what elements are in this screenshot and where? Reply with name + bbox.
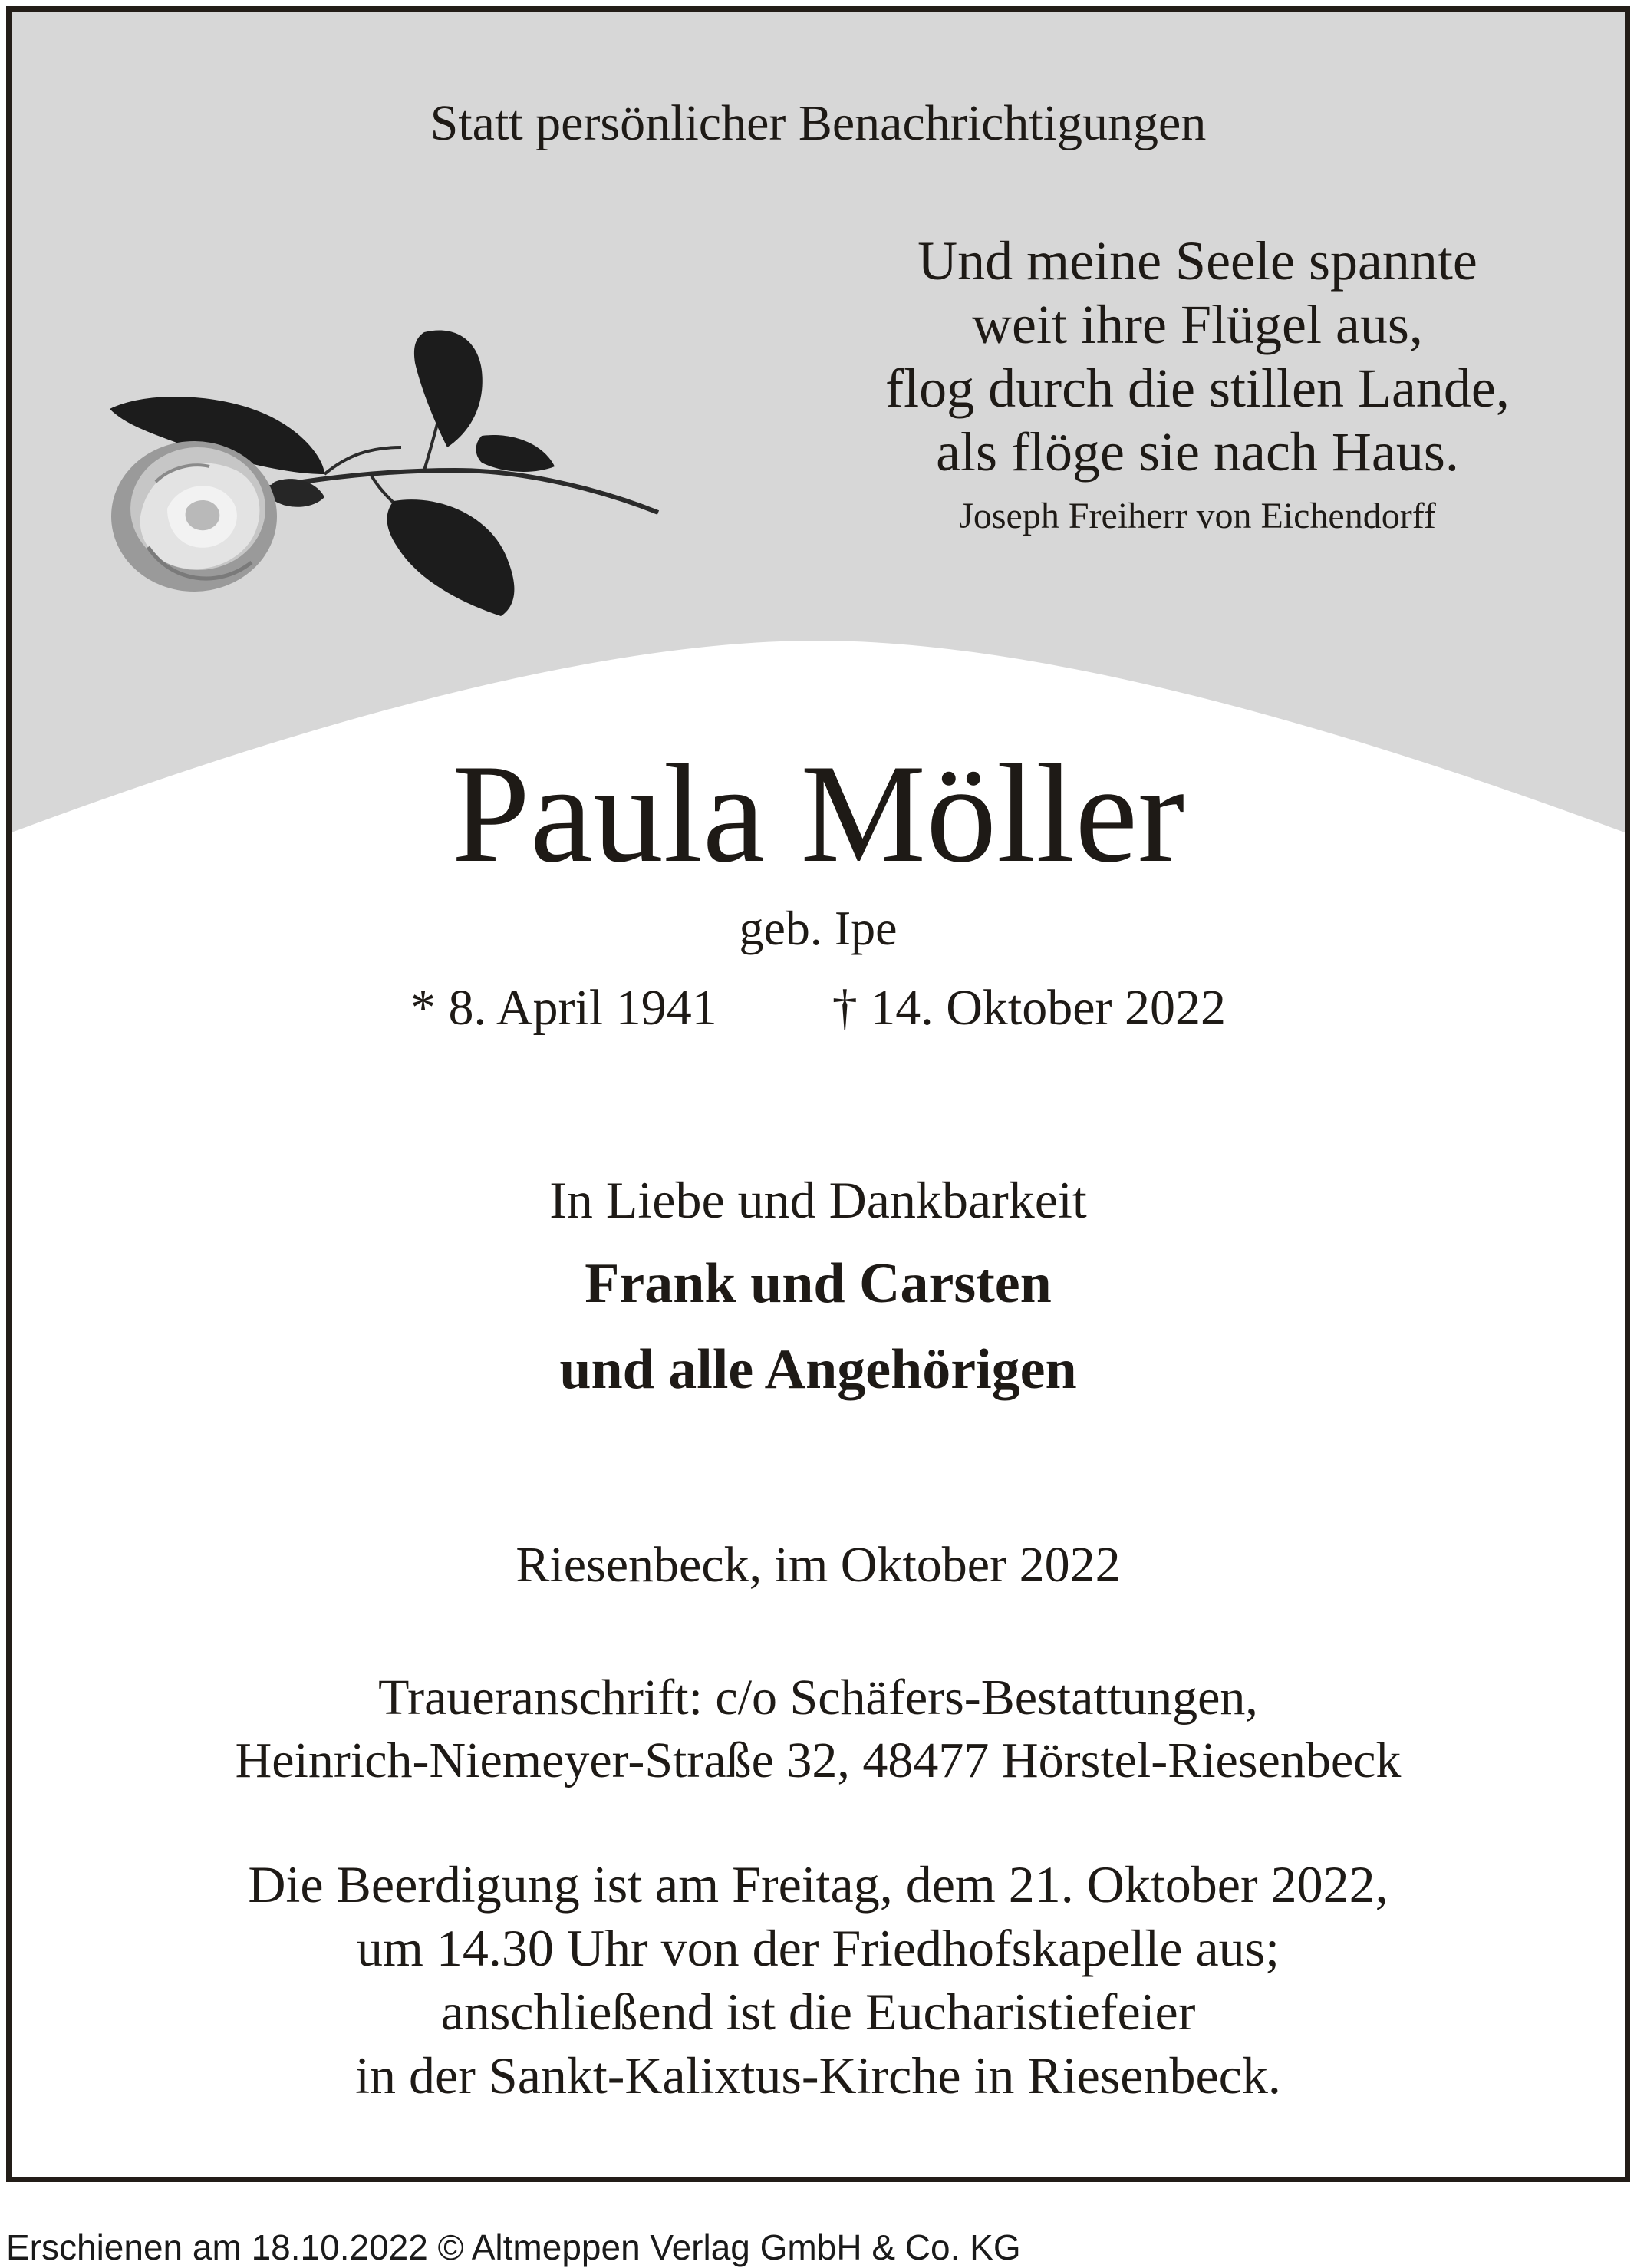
poem-line: als flöge sie nach Haus. (936, 421, 1459, 483)
publication-footer: Erschienen am 18.10.2022 © Altmeppen Verlag GmbH & Co. KG (6, 2227, 1021, 2267)
mourners-relatives: und alle Angehörigen (559, 1338, 1077, 1401)
maiden-name: geb. Ipe (739, 901, 898, 955)
rose-image (94, 317, 662, 631)
funeral-line: anschließend ist die Eucharistiefeier (440, 1983, 1196, 2041)
mourners-names: Frank und Carsten (585, 1252, 1052, 1315)
poem-line: flog durch die stillen Lande, (885, 358, 1510, 419)
funeral-line: Die Beerdigung ist am Freitag, dem 21. Oktober 2022, (248, 1855, 1388, 1914)
obituary-notice (6, 6, 1630, 2182)
intro-text: Statt persönlicher Benachrichtigungen (430, 95, 1207, 151)
poem-author: Joseph Freiherr von Eichendorff (959, 496, 1436, 536)
mourners-intro: In Liebe und Dankbarkeit (549, 1171, 1087, 1229)
poem-line: weit ihre Flügel aus, (972, 294, 1423, 355)
life-dates (12, 979, 1625, 1037)
mourning-address-line: Heinrich-Niemeyer-Straße 32, 48477 Hörstel-Riesenbeck (235, 1732, 1402, 1788)
poem (815, 229, 1579, 539)
place-date: Riesenbeck, im Oktober 2022 (516, 1537, 1121, 1593)
deceased-name: Paula Möller (451, 735, 1185, 892)
funeral-line: in der Sankt-Kalixtus-Kirche in Riesenbeck. (355, 2046, 1281, 2105)
death-date: † 14. Oktober 2022 (832, 980, 1226, 1036)
funeral-details (12, 1853, 1625, 2108)
mourning-address-line: Traueranschrift: c/o Schäfers-Bestattungen, (378, 1670, 1258, 1726)
funeral-line: um 14.30 Uhr von der Friedhofskapelle aus; (357, 1919, 1280, 1977)
birth-date: * 8. April 1941 (410, 980, 717, 1036)
poem-line: Und meine Seele spannte (917, 230, 1477, 292)
